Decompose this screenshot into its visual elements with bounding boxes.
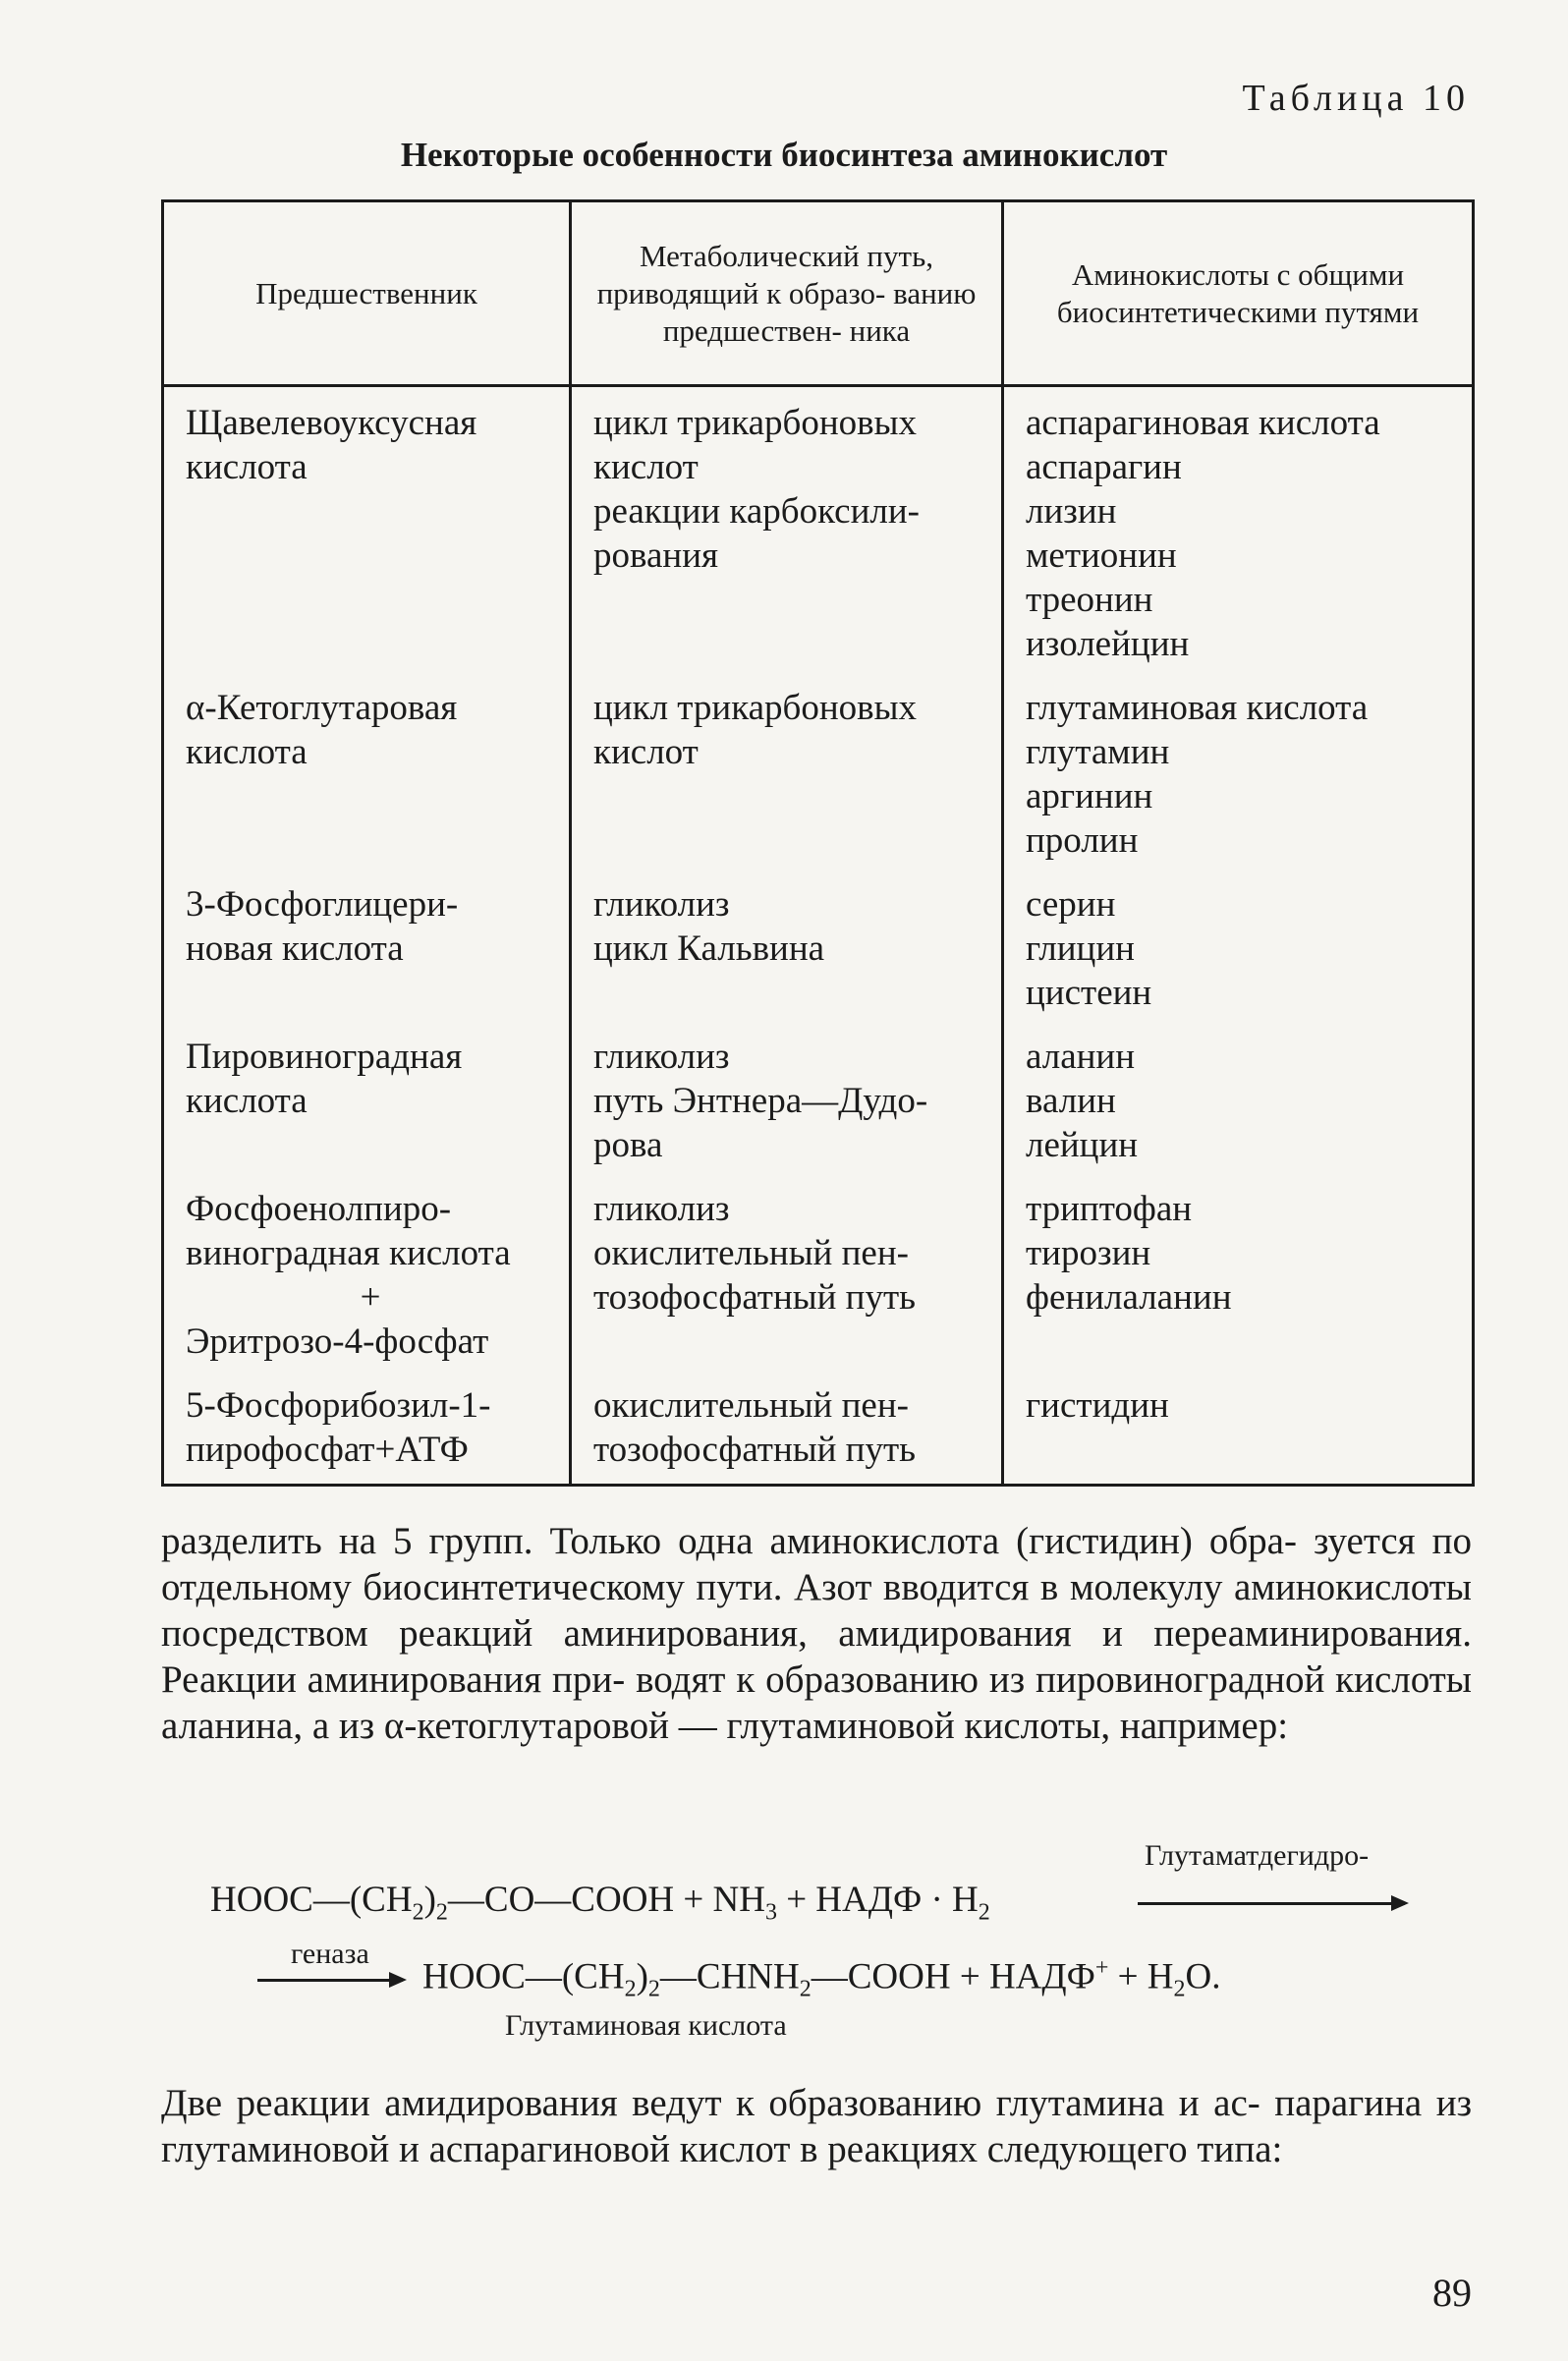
cell-line: цикл Кальвина (593, 928, 825, 969)
cell-line: виноградная кислота (186, 1233, 511, 1273)
product-name: Глутаминовая кислота (505, 2009, 787, 2042)
page-number: 89 (1432, 2271, 1472, 2315)
cell-line: фенилаланин (1026, 1277, 1232, 1318)
cell-line: тозофосфатный путь (593, 1430, 917, 1470)
paragraph-amidation: Две реакции амидирования ведут к образованию глутамина и ас- парагина из глутаминовой и аспарагиновой кислот в реакциях следующего типа: (161, 2082, 1472, 2170)
cell-line: лизин (1026, 491, 1117, 532)
cell-line: триптофан (1026, 1189, 1193, 1229)
cell-line: кислот (593, 732, 699, 772)
table-row (163, 874, 1474, 1027)
cell-precursor (163, 386, 571, 679)
cell-line: треонин (1026, 580, 1153, 620)
cell-amino-acids (1003, 386, 1474, 679)
cell-pathway (571, 386, 1003, 679)
equation-line-1: $HOOC—(CH_2)_2—CO—COOH + NH_3$ + НАДФ · $H_2$ (210, 1880, 990, 1926)
cell-pathway (571, 874, 1003, 1027)
cell-line: гистидин (1026, 1385, 1169, 1426)
enzyme-label-part2: геназа (291, 1938, 369, 1970)
cell-line: аргинин (1026, 776, 1153, 816)
table-row (163, 1027, 1474, 1179)
cell-line: глутаминовая кислота (1026, 688, 1369, 728)
cell-line: Щавелевоуксусная (186, 403, 477, 443)
paragraph-intro: разделить на 5 групп. Только одна аминокислота (гистидин) обра- зуется по отдельному биосинтетическому пути. Азот вводится в молекулу аминокислоты посредством реакций аминирования, амидирования и переаминирования. Реакции аминирования при- водят к образованию из пировиноградной кислоты аланина, а из α-кетоглутаровой — глутаминовой кислоты, например: (161, 1520, 1472, 1747)
cell-line: цистеин (1026, 973, 1152, 1013)
cell-line: глутамин (1026, 732, 1170, 772)
reaction-arrow-2 (257, 1979, 403, 1982)
cell-line: серин (1026, 884, 1116, 925)
cell-line: тозофосфатный путь (593, 1277, 917, 1318)
cell-precursor (163, 1027, 571, 1179)
cell-line: реакции карбоксили- (593, 491, 920, 532)
cell-line: окислительный пен- (593, 1233, 909, 1273)
cell-line: метионин (1026, 535, 1177, 576)
cell-line: гликолиз (593, 884, 730, 925)
amino-acid-table (161, 199, 1475, 1487)
cell-line: кислота (186, 732, 308, 772)
cell-line: гликолиз (593, 1037, 730, 1077)
cell-line: аланин (1026, 1037, 1136, 1077)
cell-line: Фосфоенолпиро- (186, 1189, 452, 1229)
equation-line-2: $HOOC—(CH_2)_2—CHNH_2—COOH$ + НАДФ+ + $H_2O$. (422, 1955, 1221, 2002)
cell-line: изолейцин (1026, 624, 1190, 664)
cell-line: Пировиноградная (186, 1037, 463, 1077)
header-precursor: Предшественник (163, 201, 571, 386)
cell-line-plus: + (360, 1277, 381, 1318)
table-title: Некоторые особенности биосинтеза аминокислот (400, 136, 1168, 174)
cell-pathway (571, 1179, 1003, 1376)
cell-precursor (163, 874, 571, 1027)
cell-line: 3-Фосфоглицери- (186, 884, 459, 925)
cell-line: кислота (186, 447, 308, 487)
cell-amino-acids (1003, 1027, 1474, 1179)
table-header-row (163, 201, 1474, 386)
cell-line: новая кислота (186, 928, 404, 969)
cell-line: Эритрозо-4-фосфат (186, 1321, 489, 1362)
table-row (163, 386, 1474, 679)
cell-line: α-Кетоглутаровая (186, 688, 458, 728)
reaction-arrow-1 (1138, 1902, 1405, 1905)
cell-amino-acids (1003, 678, 1474, 874)
cell-line: кислот (593, 447, 699, 487)
cell-precursor (163, 678, 571, 874)
table-number: Таблица 10 (1242, 78, 1470, 119)
cell-line: аспарагиновая кислота (1026, 403, 1380, 443)
cell-pathway (571, 1027, 1003, 1179)
cell-precursor (163, 1179, 571, 1376)
header-pathway: Метаболический путь, приводящий к образо- ванию предшествен- ника (571, 201, 1003, 386)
cell-amino-acids (1003, 1179, 1474, 1376)
cell-line: путь Энтнера—Дудо- (593, 1081, 928, 1121)
table-row (163, 1179, 1474, 1376)
enzyme-label-part1: Глутаматдегидро- (1145, 1839, 1370, 1872)
cell-precursor (163, 1376, 571, 1486)
cell-pathway (571, 1376, 1003, 1486)
table-row (163, 1376, 1474, 1486)
cell-line: гликолиз (593, 1189, 730, 1229)
cell-line: кислота (186, 1081, 308, 1121)
table-row (163, 678, 1474, 874)
header-amino-acids: Аминокислоты с общими биосинтетическими путями (1003, 201, 1474, 386)
cell-line: пролин (1026, 820, 1139, 861)
cell-line: лейцин (1026, 1125, 1139, 1165)
cell-line: окислительный пен- (593, 1385, 909, 1426)
cell-line: аспарагин (1026, 447, 1182, 487)
cell-line: пирофосфат+АТФ (186, 1430, 469, 1470)
cell-line: цикл трикарбоновых (593, 403, 918, 443)
cell-line: валин (1026, 1081, 1116, 1121)
cell-line: 5-Фосфорибозил-1- (186, 1385, 491, 1426)
cell-amino-acids (1003, 1376, 1474, 1486)
cell-line: рования (593, 535, 719, 576)
cell-line: глицин (1026, 928, 1135, 969)
cell-pathway (571, 678, 1003, 874)
cell-line: тирозин (1026, 1233, 1151, 1273)
cell-amino-acids (1003, 874, 1474, 1027)
cell-line: цикл трикарбоновых (593, 688, 918, 728)
cell-line: рова (593, 1125, 663, 1165)
